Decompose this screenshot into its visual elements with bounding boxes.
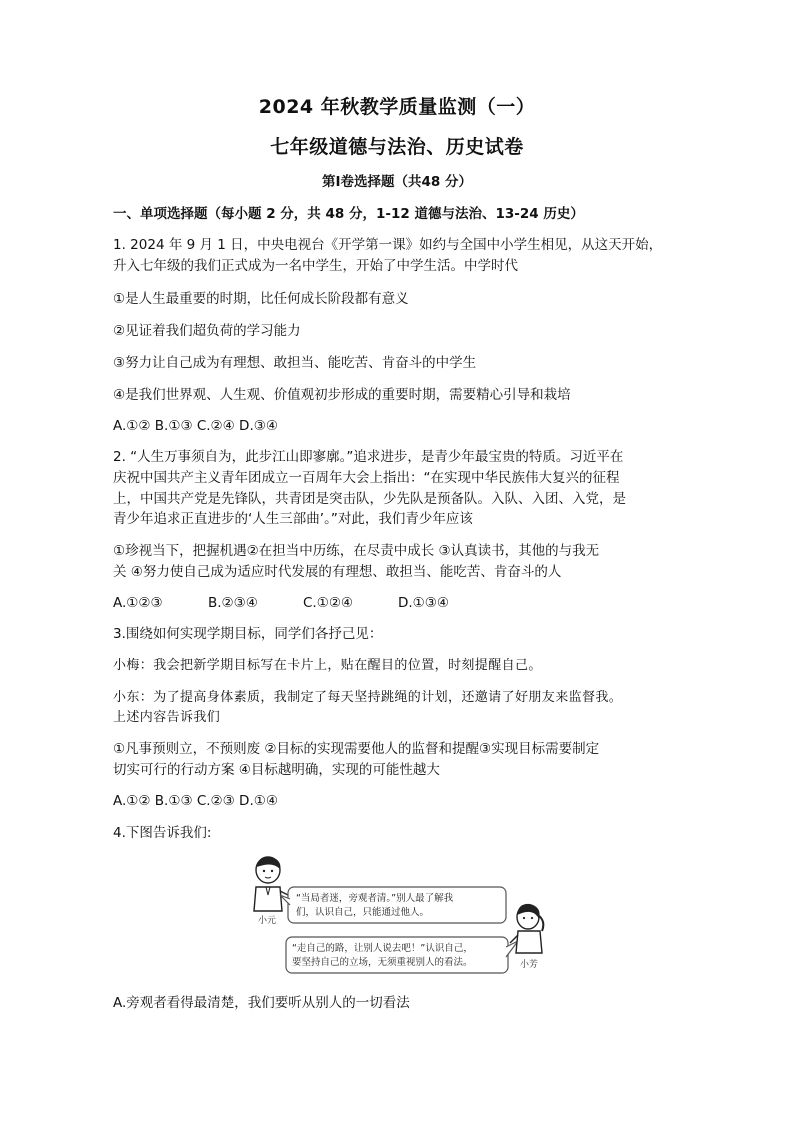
q1-statement-4: ④是我们世界观、人生观、价值观初步形成的重要时期，需要精心引导和栽培 [113, 387, 571, 403]
q2-stem-line2: 庆祝中国共产主义青年团成立一百周年大会上指出：“在实现中华民族伟大复兴的征程 [113, 470, 620, 486]
bubble1-line1: “当局者迷，旁观者清。”别人最了解我 [296, 893, 454, 904]
q3-statements-line1: ①凡事预则立，不预则废 ②目标的实现需要他人的监督和提醒③实现目标需要制定 [113, 741, 600, 757]
q4-stem: 4.下图告诉我们: [113, 825, 212, 841]
q4-cartoon-figure [250, 855, 550, 975]
speech-bubble-1 [280, 887, 506, 923]
q1-statement-2: ②见证着我们超负荷的学习能力 [113, 323, 301, 339]
q2-statements-line2: 关 ④努力使自己成为适应时代发展的有理想、敢担当、能吃苦、肯奋斗的人 [113, 564, 562, 580]
boy-figure [254, 857, 292, 926]
q2-option-d: D.①③④ [398, 595, 449, 611]
bubble2-line2: 要坚持自己的立场，无须重视别人的看法。 [292, 957, 473, 968]
q2-stem-line3: 上，中国共产党是先锋队，共青团是突击队，少先队是预备队。入队、入团、入党，是 [113, 491, 626, 507]
q4-option-a: A.旁观者看得最清楚，我们要听从别人的一切看法 [113, 995, 410, 1011]
q1-stem-line1: 1. 2024 年 9 月 1 日，中央电视台《开学第一课》如约与全国中小学生相见，从这天开始， [113, 237, 663, 253]
bubble1-line2: 们，认识自己，只能通过他人。 [296, 907, 430, 918]
speech-bubble-2 [286, 937, 518, 973]
exam-title: 2024 年秋教学质量监测（一） [258, 96, 536, 118]
q3-options: A.①② B.①③ C.②③ D.①④ [113, 793, 278, 809]
q2-option-a: A.①②③ [113, 595, 163, 611]
girl-figure [510, 904, 543, 970]
q3-stem: 3.围绕如何实现学期目标，同学们各抒己见： [113, 626, 383, 642]
q3-xiaomei-quote: 小梅：我会把新学期目标写在卡片上，贴在醒目的位置，时刻提醒自己。 [113, 658, 542, 673]
section-heading: 一、单项选择题（每小题 2 分，共 48 分，1-12 道德与法治、13-24 历史） [113, 206, 584, 222]
q3-statements-line2: 切实可行的行动方案 ④目标越明确，实现的可能性越大 [113, 762, 440, 778]
q1-statement-1: ①是人生最重要的时期，比任何成长阶段都有意义 [113, 291, 409, 307]
boy-name-label: 小元 [258, 916, 277, 926]
volume-heading: 第Ⅰ卷选择题（共48 分） [321, 174, 472, 190]
q2-options [113, 593, 693, 613]
q1-stem-line2: 升入七年级的我们正式成为一名中学生，开始了中学生活。中学时代 [113, 258, 518, 274]
q2-stem-line4: 青少年追求正直进步的‘人生三部曲’。”对此，我们青少年应该 [113, 511, 473, 527]
girl-name-label: 小芳 [520, 960, 539, 970]
q2-statements-line1: ①珍视当下，把握机遇②在担当中历练，在尽责中成长 ③认真读书，其他的与我无 [113, 543, 600, 559]
q2-option-b: B.②③④ [208, 595, 258, 611]
q1-options: A.①② B.①③ C.②④ D.③④ [113, 418, 278, 434]
q2-option-c: C.①②④ [303, 595, 354, 611]
q3-xiaodong-quote: 小东：为了提高身体素质，我制定了每天坚持跳绳的计划，还邀请了好朋友来监督我。 [113, 690, 623, 705]
q1-statement-3: ③努力让自己成为有理想、敢担当、能吃苦、肯奋斗的中学生 [113, 355, 477, 371]
q3-stem-tail: 上述内容告诉我们 [113, 710, 221, 725]
bubble2-line1: “走自己的路，让别人说去吧！”认识自己， [292, 943, 473, 954]
exam-subtitle: 七年级道德与法治、历史试卷 [270, 136, 524, 158]
q2-stem-line1: 2. “人生万事须自为，此步江山即寥廓。”追求进步，是青少年最宝贵的特质。习近平在 [113, 449, 624, 465]
